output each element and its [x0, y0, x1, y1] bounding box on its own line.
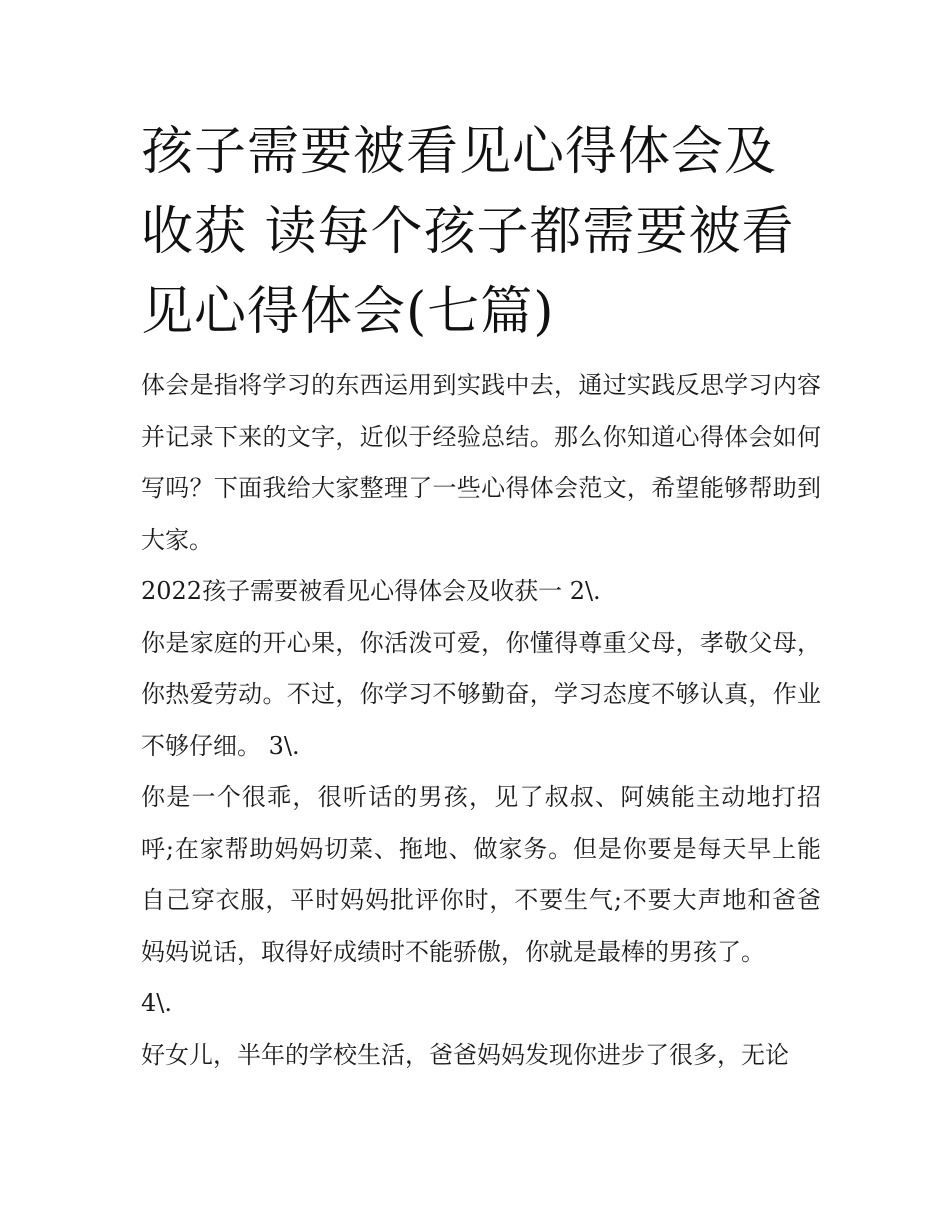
- document-page: [141, 112, 821, 1081]
- intro-paragraph: 体会是指将学习的东西运用到实践中去，通过实践反思学习内容并记录下来的文字，近似于经验总结。那么你知道心得体会如何写吗？下面我给大家整理了一些心得体会范文，希望能够帮助到大家。: [141, 371, 821, 554]
- document-body: [141, 360, 821, 1081]
- body-paragraph: 好女儿，半年的学校生活，爸爸妈妈发现你进步了很多，无论: [141, 1040, 789, 1069]
- body-paragraph: 你是家庭的开心果，你活泼可爱，你懂得尊重父母，孝敬父母，你热爱劳动。不过，你学习不够勤奋，学习态度不够认真，作业不够仔细。 3\.: [141, 628, 821, 760]
- section-number: 4\.: [141, 989, 172, 1017]
- section-heading: 2022孩子需要被看见心得体会及收获一 2\.: [141, 577, 601, 605]
- document-title: 孩子需要被看见心得体会及收获 读每个孩子都需要被看见心得体会(七篇): [141, 122, 795, 342]
- body-paragraph: 你是一个很乖，很听话的男孩，见了叔叔、阿姨能主动地打招呼;在家帮助妈妈切菜、拖地、做家务。但是你要是每天早上能自己穿衣服，平时妈妈批评你时，不要生气;不要大声地和爸爸妈妈说话，取得好成绩时不能骄傲，你就是最棒的男孩了。: [141, 783, 821, 966]
